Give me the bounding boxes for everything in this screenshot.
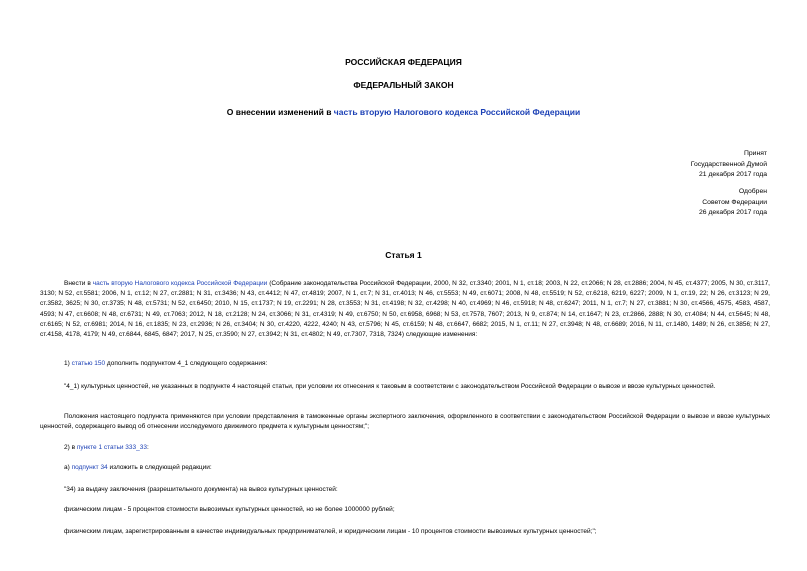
accepted-by: Государственной Думой xyxy=(690,160,767,168)
approved-date: 26 декабря 2017 года xyxy=(699,209,767,216)
article-333-33-link[interactable]: пункте 1 статьи 333_33 xyxy=(76,444,147,451)
item-2 xyxy=(40,443,770,453)
item-2-prefix: 2) в xyxy=(64,444,77,451)
subparagraph-34-link[interactable]: подпункт 34 xyxy=(71,464,108,471)
quote-provisions: Положения настоящего подпункта применяются при условии представления в таможенные органы экспертного заключения, оформленного в соответствии с законодательством Российской Федерации о вывозе и ввозе культурных ценностей, содержащего вывод об отнесении исследуемого движимого предмета к культурным ценностям;"; xyxy=(40,413,770,431)
article-150-link[interactable]: статью 150 xyxy=(71,360,106,367)
item-1-prefix: 1) xyxy=(64,360,72,367)
approved-line: Одобрен xyxy=(738,188,767,195)
item-2-rest: : xyxy=(147,444,149,451)
item-2a xyxy=(40,463,770,473)
country-heading: РОССИЙСКАЯ ФЕДЕРАЦИЯ xyxy=(345,57,462,67)
quote-entrepreneurs: физическим лицам, зарегистрированным в качестве индивидуальных предпринимателей, и юридическим лицам - 10 процентов стоимости вывозимых культурных ценностей;"; xyxy=(64,528,597,535)
intro-rest: (Собрание законодательства Российской Федерации, 2000, N 32, ст.3340; 2001, N 1, ст.18; 2003, N 22, ст.2066; N 28, ст.2886; 2004, N 45, ст.4377; 2005, N 30, ст.3117, 3130; N 52, ст.5581; 2006, N 1, ст.12; N 27, ст.2881; N 31, ст.3436; N 43, ст.4412; N 47, ст.4819; 2007, N 1, ст.7; N 31, ст.4013; N 46, ст.5553; N 49, ст.6071; 2008, N 48, ст.5519; N 52, ст.6218, 6219, 6227; 2009, N 1, ст.19, 22; N 26, ст.3123; N 29, ст.3582, 3625; N 30, ст.3735; N 48, ст.5731; N 52, ст.6450; 2010, N 15, ст.1737; N 19, ст.2291; N 28, ст.3553; N 31, ст.4198; N 32, ст.4298; N 40, ст.4969; N 46, ст.5918; N 48, ст.6247; 2011, N 1, ст.7; N 27, ст.3881; N 30, ст.4566, 4575, 4583, 4587, 4593; N 47, ст.6608; N 48, ст.6731; N 49, ст.7063; 2012, N 18, ст.2128; N 24, ст.3066; N 31, ст.4319; N 49, ст.6750; N 50, ст.6958, 6968; N 53, ст.7578, 7607; 2013, N 9, ст.874; N 14, ст.1647; N 23, ст.2866, 2888; N 30, ст.4084; N 44, ст.5645; N 48, ст.6165; N 52, ст.6981; 2014, N 16, ст.1835; N 23, ст.2936; N 26, ст.3404; N 30, ст.4220, 4222, 4240; N 43, ст.5796; N 45, ст.6159; N 48, ст.6647, 6682; 2015, N 1, ст.11; N 27, ст.3948; N 48, ст.6689; 2016, N 11, ст.1480, 1489; N 26, ст.3856; N 27, ст.4158, 4178, 4179; N 49, ст.6844, 6845, 6847; 2017, N 25, ст.3590; N 27, ст.3942; N 31, ст.4802; N 49, ст.7307, 7318, 7324) следующие изменения: xyxy=(40,280,770,339)
quote-individuals: физическим лицам - 5 процентов стоимости вывозимых культурных ценностей, но не более 1000000 рублей; xyxy=(64,506,395,513)
item-1-rest: дополнить подпунктом 4_1 следующего содержания: xyxy=(105,360,268,367)
law-title xyxy=(0,107,807,117)
article-heading: Статья 1 xyxy=(385,250,422,260)
accepted-block xyxy=(691,149,767,181)
item-2a-rest: изложить в следующей редакции: xyxy=(107,464,212,471)
quote-4-1: "4_1) культурных ценностей, не указанных в подпункте 4 настоящей статьи, при условии их отнесения к таковым в соответствии с законодательством Российской Федерации о вывозе и ввозе культурных ценностей. xyxy=(64,383,716,390)
accepted-date: 21 декабря 2017 года xyxy=(699,171,767,178)
intro-prefix: Внести в xyxy=(64,280,93,287)
law-title-prefix: О внесении изменений в xyxy=(226,107,334,117)
quote-34: "34) за выдачу заключения (разрешительного документа) на вывоз культурных ценностей: xyxy=(64,486,338,493)
accepted-line: Принят xyxy=(743,150,767,157)
tax-code-link[interactable]: часть вторую Налогового кодекса Российской Федерации xyxy=(333,107,581,117)
doc-type-heading: ФЕДЕРАЛЬНЫЙ ЗАКОН xyxy=(353,80,454,90)
item-1 xyxy=(40,359,770,369)
article-intro xyxy=(40,279,770,340)
item-2a-prefix: а) xyxy=(64,464,72,471)
approved-block xyxy=(699,187,767,219)
approved-by: Советом Федерации xyxy=(702,198,767,206)
intro-tax-code-link[interactable]: часть вторую Налогового кодекса Российской Федерации xyxy=(92,280,268,287)
